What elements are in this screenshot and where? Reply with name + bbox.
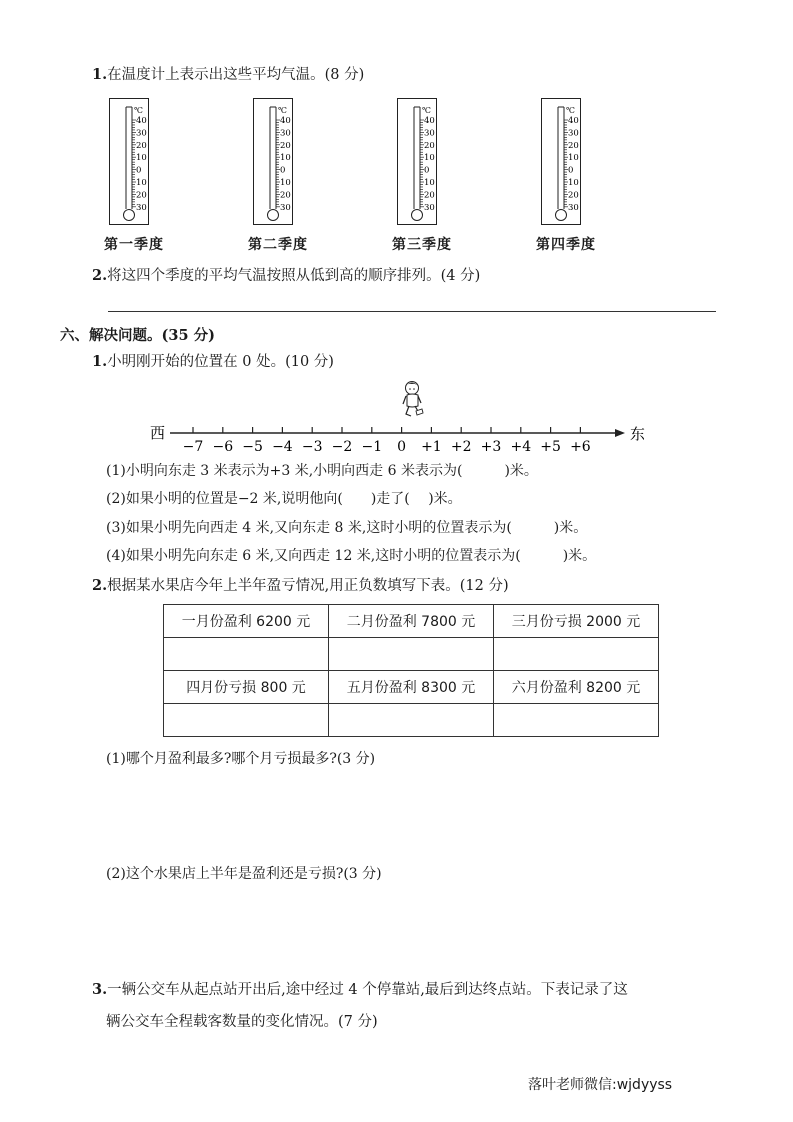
- number-line: [140, 378, 660, 456]
- scale-label: 10: [280, 153, 291, 164]
- thermometer-tube: [270, 107, 276, 209]
- scale-label: 20: [424, 190, 435, 201]
- scale-label: 30: [568, 128, 579, 139]
- scale-label: 20: [568, 140, 579, 151]
- scale-label: 20: [136, 190, 147, 201]
- question-1: [92, 63, 364, 84]
- profit-loss-table: [163, 604, 659, 737]
- east-label: 东: [630, 425, 646, 443]
- answer-cell[interactable]: [164, 638, 329, 671]
- thermometer-tube: [126, 107, 132, 209]
- answer-cell[interactable]: [329, 638, 494, 671]
- question-number: 1.: [92, 66, 108, 83]
- sub-question-2: (2)如果小明的位置是−2 米,说明他向( )走了( )米。: [106, 491, 462, 507]
- scale-label: 10: [568, 178, 579, 188]
- tick-label: +6: [570, 439, 591, 455]
- thermometer-1[interactable]: [109, 98, 149, 225]
- question-2: [92, 264, 480, 285]
- problem-number: 1.: [92, 353, 108, 370]
- scale-label: 20: [568, 190, 579, 201]
- scale-label: 20: [424, 140, 435, 151]
- thermometer-bulb: [268, 210, 279, 221]
- table-cell: 三月份亏损 2000 元: [494, 605, 659, 638]
- thermometer-2[interactable]: [253, 98, 293, 225]
- problem-3: [92, 978, 628, 999]
- thermometer-drawing: [542, 99, 582, 226]
- table-row: [164, 605, 659, 638]
- table-cell: 五月份盈利 8300 元: [329, 671, 494, 704]
- table-cell: 二月份盈利 7800 元: [329, 605, 494, 638]
- tick-label: +3: [480, 439, 502, 455]
- scale-label: 0: [568, 165, 574, 176]
- arrow-icon: [615, 429, 625, 437]
- table-row: [164, 704, 659, 737]
- answer-cell[interactable]: [494, 704, 659, 737]
- thermometer-label-3: 第三季度: [392, 237, 452, 253]
- tick-label: −3: [301, 439, 323, 455]
- scale-label: 40: [280, 116, 291, 126]
- scale-label: 30: [568, 202, 579, 213]
- problem-number: 2.: [92, 577, 108, 594]
- table-cell: 四月份亏损 800 元: [164, 671, 329, 704]
- section-title: 六、解决问题。(35 分): [60, 327, 215, 344]
- thermometer-label-2: 第二季度: [248, 237, 308, 253]
- scale-label: 10: [136, 178, 147, 188]
- tick-label: −6: [212, 439, 234, 455]
- scale-label: 10: [136, 153, 147, 164]
- tick-label: +4: [510, 439, 532, 455]
- answer-cell[interactable]: [329, 704, 494, 737]
- scale-label: 20: [280, 140, 291, 151]
- scale-label: 20: [136, 140, 147, 151]
- tick-label: −2: [331, 439, 353, 455]
- footer-note: 落叶老师微信:wjdyyss: [528, 1077, 673, 1093]
- thermometer-tube: [414, 107, 420, 209]
- unit-label: ℃: [134, 106, 143, 115]
- problem-2: [92, 574, 509, 595]
- unit-label: ℃: [278, 106, 287, 115]
- tick-label: −7: [182, 439, 204, 455]
- tick-label: +2: [450, 439, 472, 455]
- unit-label: ℃: [566, 106, 575, 115]
- thermometer-bulb: [412, 210, 423, 221]
- tick-label: 0: [397, 439, 407, 455]
- scale-label: 0: [424, 165, 430, 176]
- table-cell: 六月份盈利 8200 元: [494, 671, 659, 704]
- problem-text: 小明刚开始的位置在 0 处。(10 分): [107, 354, 334, 370]
- table-row: [164, 671, 659, 704]
- answer-cell[interactable]: [164, 704, 329, 737]
- scale-label: 30: [136, 202, 147, 213]
- tick-label: +1: [421, 439, 442, 455]
- west-label: 西: [150, 424, 166, 442]
- scale-label: 10: [568, 153, 579, 164]
- thermometer-tube: [558, 107, 564, 209]
- problem-1: [92, 350, 334, 371]
- thermometer-drawing: [254, 99, 294, 226]
- thermometer-bulb: [556, 210, 567, 221]
- tick-label: +5: [540, 439, 561, 455]
- scale-label: 40: [568, 116, 579, 126]
- sub-question-1: (1)小明向东走 3 米表示为+3 米,小明向西走 6 米表示为( )米。: [106, 463, 538, 479]
- thermometer-label-1: 第一季度: [104, 237, 164, 253]
- thermometer-drawing: [398, 99, 438, 226]
- question-text: 将这四个季度的平均气温按照从低到高的顺序排列。(4 分): [107, 268, 481, 284]
- answer-cell[interactable]: [494, 638, 659, 671]
- sub-question-p2-1: (1)哪个月盈利最多?哪个月亏损最多?(3 分): [106, 751, 376, 767]
- thermometer-bulb: [124, 210, 135, 221]
- boy-figure-icon: [403, 382, 423, 417]
- scale-label: 30: [280, 202, 291, 213]
- thermometer-4[interactable]: [541, 98, 581, 225]
- thermometer-3[interactable]: [397, 98, 437, 225]
- tick-label: −1: [361, 439, 383, 455]
- sub-question-3: (3)如果小明先向西走 4 米,又向东走 8 米,这时小明的位置表示为( )米。: [106, 520, 588, 536]
- tick-label: −5: [242, 439, 263, 455]
- problem-text: 根据某水果店今年上半年盈亏情况,用正负数填写下表。(12 分): [107, 578, 509, 594]
- scale-label: 30: [136, 128, 147, 139]
- unit-label: ℃: [422, 106, 431, 115]
- sub-question-p2-2: (2)这个水果店上半年是盈利还是亏损?(3 分): [106, 866, 382, 882]
- scale-label: 0: [136, 165, 142, 176]
- tick-label: −4: [272, 439, 293, 455]
- scale-label: 40: [424, 116, 435, 126]
- problem-number: 3.: [92, 981, 108, 998]
- problem-text: 一辆公交车从起点站开出后,途中经过 4 个停靠站,最后到达终点站。下表记录了这: [107, 982, 628, 998]
- thermometer-drawing: [110, 99, 150, 226]
- table-row: [164, 638, 659, 671]
- scale-label: 10: [280, 178, 291, 188]
- answer-line[interactable]: [108, 311, 716, 312]
- question-number: 2.: [92, 267, 108, 284]
- problem-3-line2: 辆公交车全程载客数量的变化情况。(7 分): [106, 1014, 378, 1030]
- scale-label: 40: [136, 116, 147, 126]
- table-cell: 一月份盈利 6200 元: [164, 605, 329, 638]
- scale-label: 30: [424, 202, 435, 213]
- scale-label: 10: [424, 153, 435, 164]
- scale-label: 0: [280, 165, 286, 176]
- sub-question-4: (4)如果小明先向东走 6 米,又向西走 12 米,这时小明的位置表示为( )米。: [106, 548, 597, 564]
- scale-label: 20: [280, 190, 291, 201]
- question-text: 在温度计上表示出这些平均气温。(8 分): [107, 67, 365, 83]
- scale-label: 30: [424, 128, 435, 139]
- scale-label: 30: [280, 128, 291, 139]
- thermometer-label-4: 第四季度: [536, 237, 596, 253]
- scale-label: 10: [424, 178, 435, 188]
